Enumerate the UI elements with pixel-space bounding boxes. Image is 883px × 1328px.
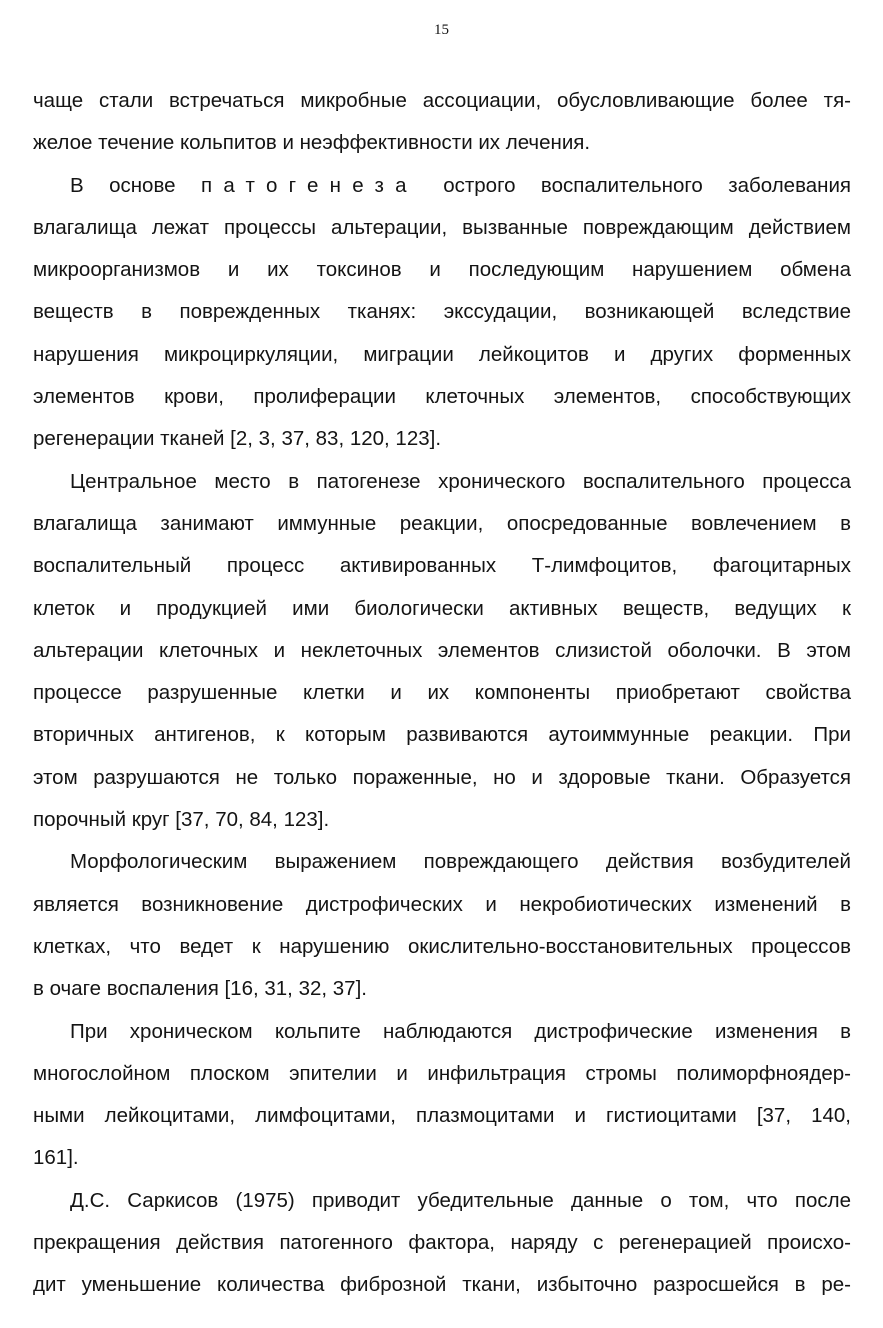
document-body	[33, 80, 851, 1307]
text-line: влагалища лежат процессы альтерации, вызванные повреждающим действием	[33, 215, 851, 239]
text-line: клеток и продукцией ими биологически активных веществ, ведущих к	[33, 596, 851, 620]
text-line: воспалительный процесс активированных Т-лимфоцитов, фагоцитарных	[33, 554, 851, 578]
paragraph-1	[33, 80, 851, 165]
text-line: процессе разрушенные клетки и их компоненты приобретают свойства	[33, 681, 851, 705]
emphasized-term: патогенеза	[200, 173, 418, 197]
text-line: элементов крови, пролиферации клеточных элементов, способствующих	[33, 385, 851, 409]
text-run: В основе	[70, 173, 201, 197]
text-line: желое течение кольпитов и неэффективности их лечения.	[33, 131, 591, 155]
text-line: нарушения микроциркуляции, миграции лейкоцитов и других форменных	[33, 342, 851, 366]
text-line: Морфологическим выражением повреждающего действия возбудителей	[70, 850, 851, 874]
text-line: регенерации тканей [2, 3, 37, 83, 120, 123].	[33, 427, 442, 451]
text-line: При хроническом кольпите наблюдаются дистрофические изменения в	[70, 1019, 851, 1043]
text-line: в очаге воспаления [16, 31, 32, 37].	[33, 977, 367, 1001]
text-line: вторичных антигенов, к которым развиваются аутоиммунные реакции. При	[33, 723, 851, 747]
text-line: прекращения действия патогенного фактора, наряду с регенерацией происхо-	[33, 1231, 851, 1255]
text-line: дит уменьшение количества фиброзной ткани, избыточно разросшейся в ре-	[33, 1273, 851, 1297]
paragraph-3	[33, 461, 851, 842]
text-line: многослойном плоском эпителии и инфильтрация стромы полиморфноядер-	[33, 1061, 851, 1085]
text-line	[33, 165, 851, 207]
text-line: чаще стали встречаться микробные ассоциации, обусловливающие более тя-	[33, 89, 851, 112]
paragraph-2	[33, 165, 851, 461]
text-run: острого воспалительного заболевания	[417, 173, 852, 197]
paragraph-4	[33, 841, 851, 1010]
text-line: альтерации клеточных и неклеточных элементов слизистой оболочки. В этом	[33, 638, 851, 662]
text-line: этом разрушаются не только пораженные, но и здоровые ткани. Образуется	[33, 765, 851, 789]
paragraph-6	[33, 1180, 851, 1307]
text-line: Центральное место в патогенезе хронического воспалительного процесса	[70, 469, 851, 493]
text-line: ными лейкоцитами, лимфоцитами, плазмоцитами и гистиоцитами [37, 140,	[33, 1104, 851, 1128]
text-line: веществ в поврежденных тканях: экссудации, возникающей вследствие	[33, 300, 851, 324]
text-line: клетках, что ведет к нарушению окислительно-восстановительных процессов	[33, 934, 851, 958]
paragraph-5	[33, 1011, 851, 1180]
text-line: Д.С. Саркисов (1975) приводит убедительные данные о том, что после	[70, 1188, 851, 1212]
text-line: микроорганизмов и их токсинов и последующим нарушением обмена	[33, 258, 851, 282]
text-line: является возникновение дистрофических и некробиотических изменений в	[33, 892, 851, 916]
text-line: порочный круг [37, 70, 84, 123].	[33, 808, 330, 832]
text-line: 161].	[33, 1146, 79, 1170]
text-line: влагалища занимают иммунные реакции, опосредованные вовлечением в	[33, 511, 851, 535]
page-number: 15	[434, 22, 449, 38]
